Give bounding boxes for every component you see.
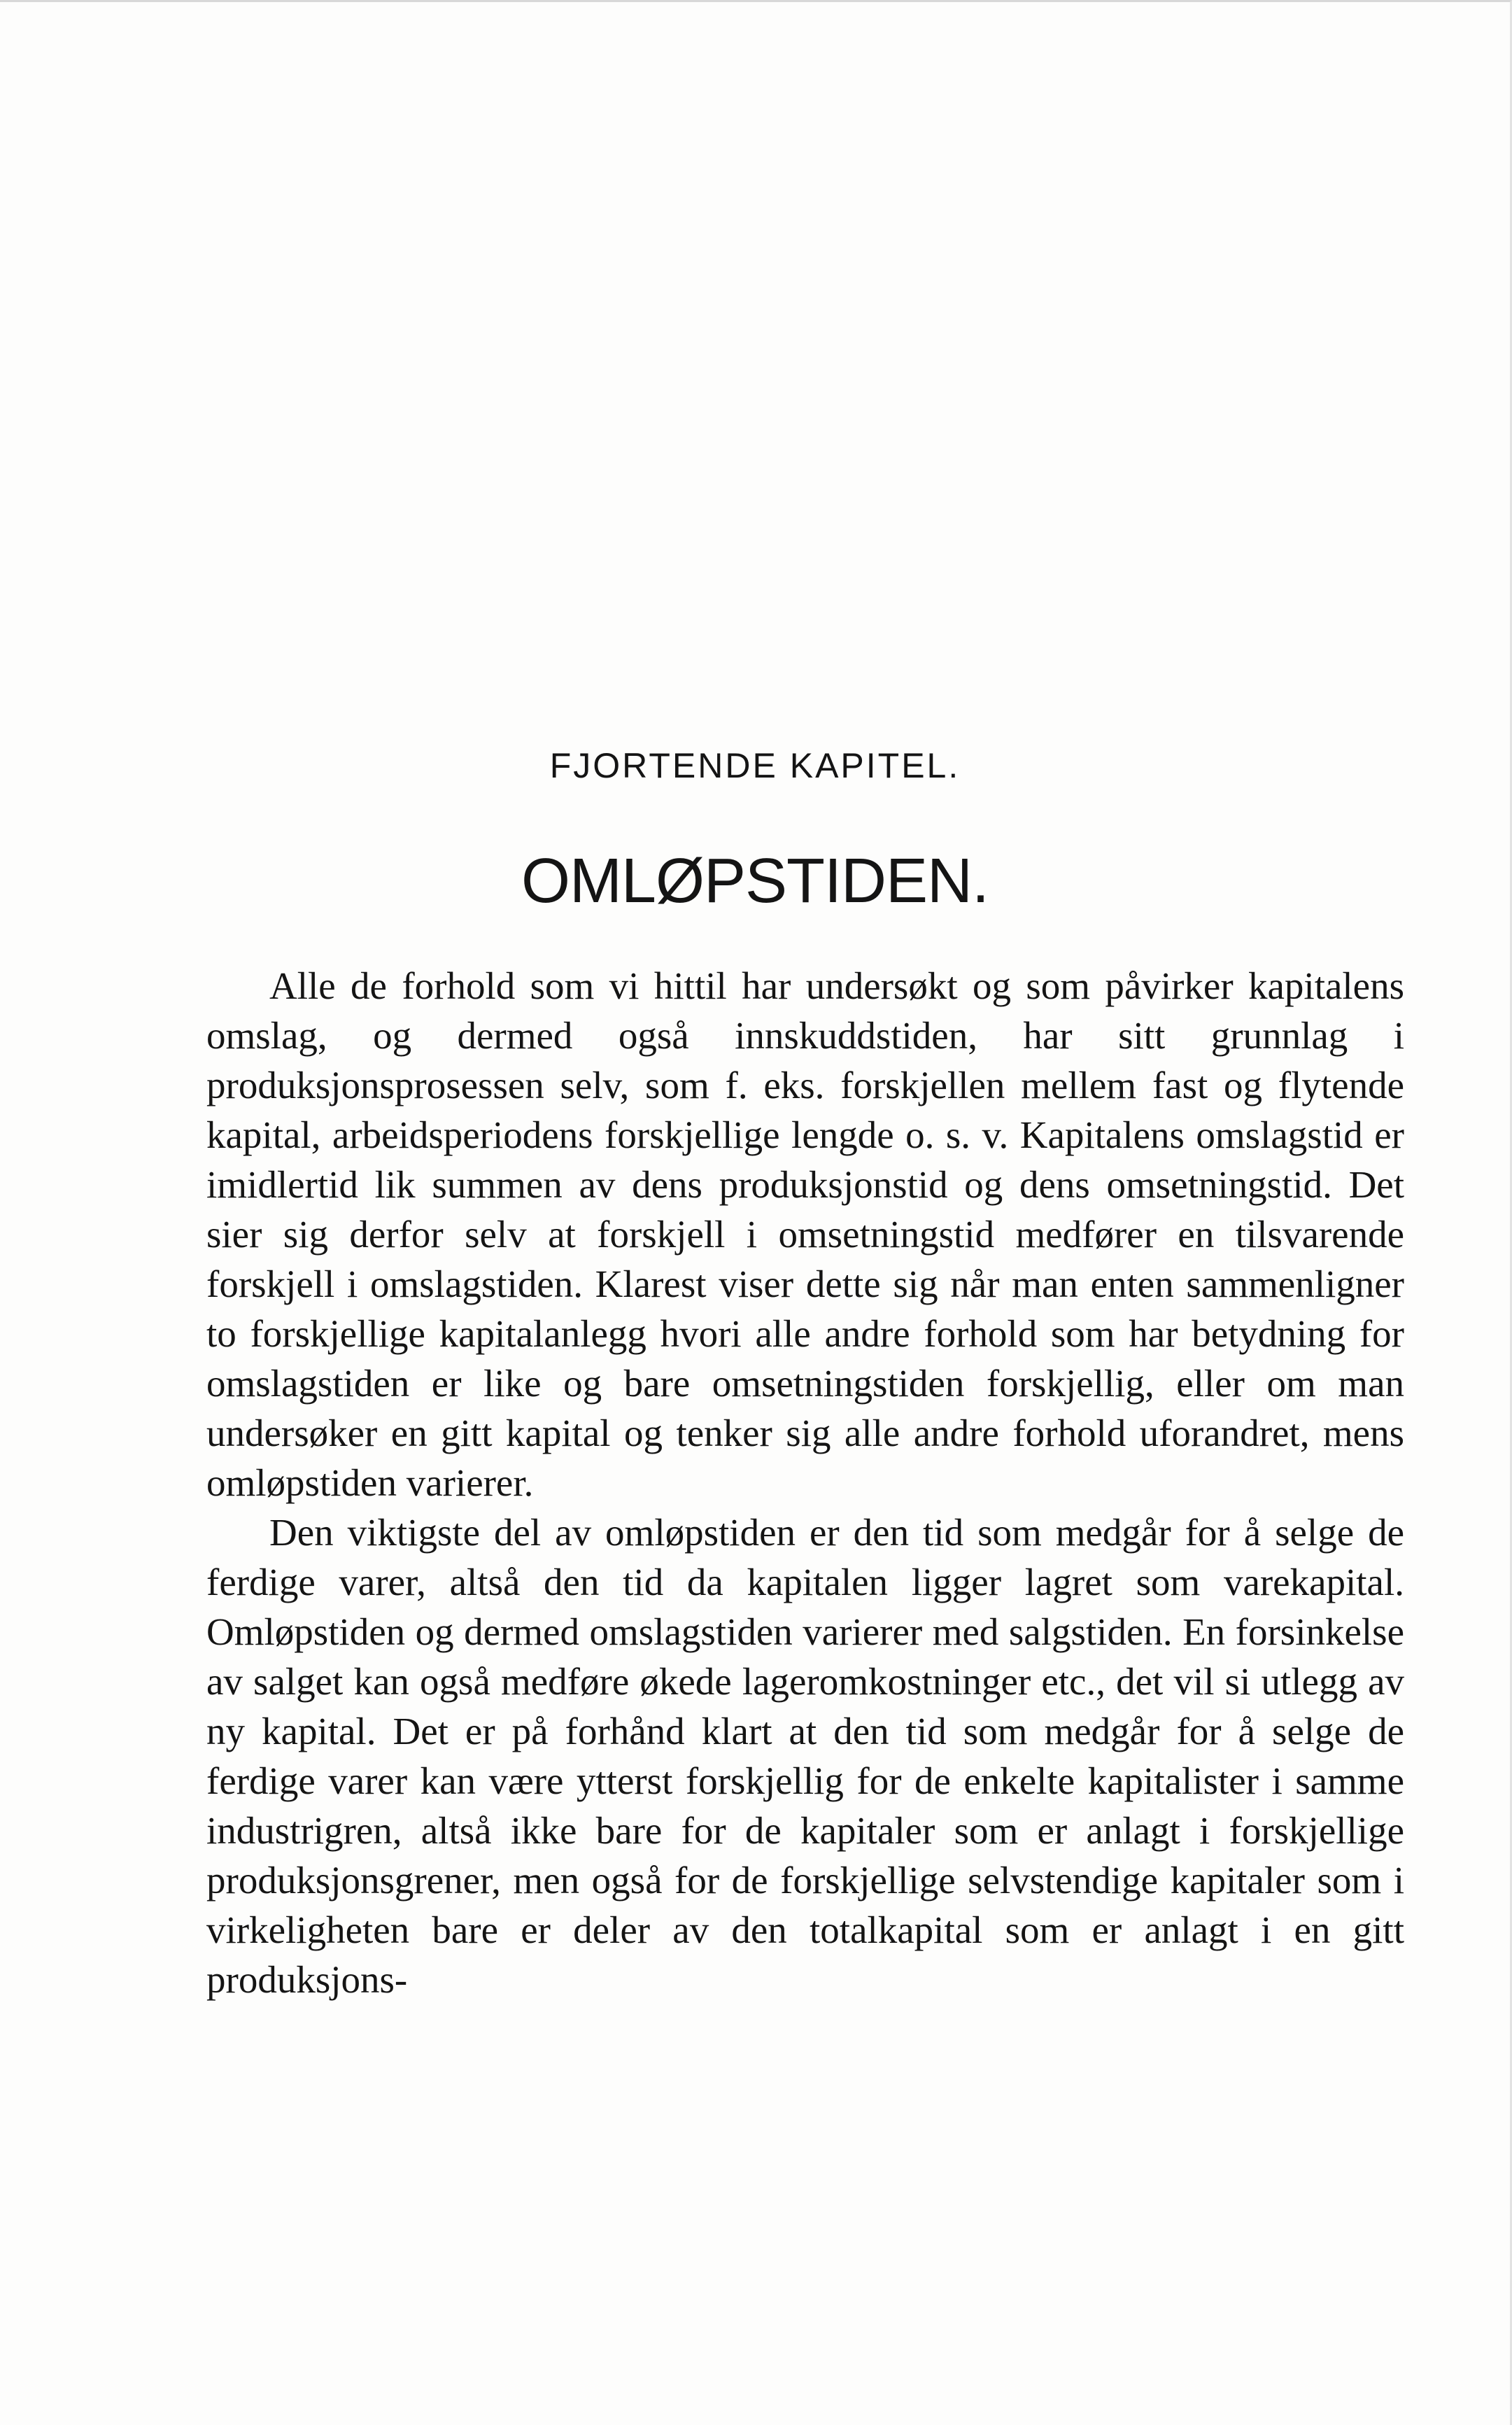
chapter-title: OMLØPSTIDEN. xyxy=(521,846,989,916)
body-text xyxy=(206,961,1404,2004)
paragraph-2: Den viktigste del av omløpstiden er den tid som medgår for å selge de ferdige varer, altså den tid da kapitalen ligger lagret som varekapital. Omløpstiden og dermed omslagstiden varierer med salgstiden. En forsinkelse av salget kan også medføre økede lageromkostninger etc., det vil si utlegg av ny kapital. Det er på forhånd klart at den tid som medgår for å selge de ferdige varer kan være ytterst forskjellig for de enkelte kapitalister i samme industrigren, altså ikke bare for de kapitaler som er anlagt i forskjellige produksjonsgrener, men også for de forskjellige selvstendige kapitaler som i virkeligheten bare er deler av den totalkapital som er anlagt i en gitt produksjons- xyxy=(206,1511,1404,2001)
paragraph-1: Alle de forhold som vi hittil har undersøkt og som påvirker kapitalens omslag, og dermed også innskuddstiden, har sitt grunnlag i produksjonsprosessen selv, som f. eks. forskjellen mellem fast og flytende kapital, arbeidsperiodens forskjellige lengde o. s. v. Kapitalens omslagstid er imidlertid lik summen av dens produksjonstid og dens omsetningstid. Det sier sig derfor selv at forskjell i omsetningstid medfører en tilsvarende forskjell i omslagstiden. Klarest viser dette sig når man enten sammenligner to forskjellige kapitalanlegg hvori alle andre forhold som har betydning for omslagstiden er like og bare omsetningstiden forskjellig, eller om man undersøker en gitt kapital og tenker sig alle andre forhold uforandret, mens omløpstiden varierer. xyxy=(206,964,1404,1504)
chapter-label: FJORTENDE KAPITEL. xyxy=(549,746,961,785)
